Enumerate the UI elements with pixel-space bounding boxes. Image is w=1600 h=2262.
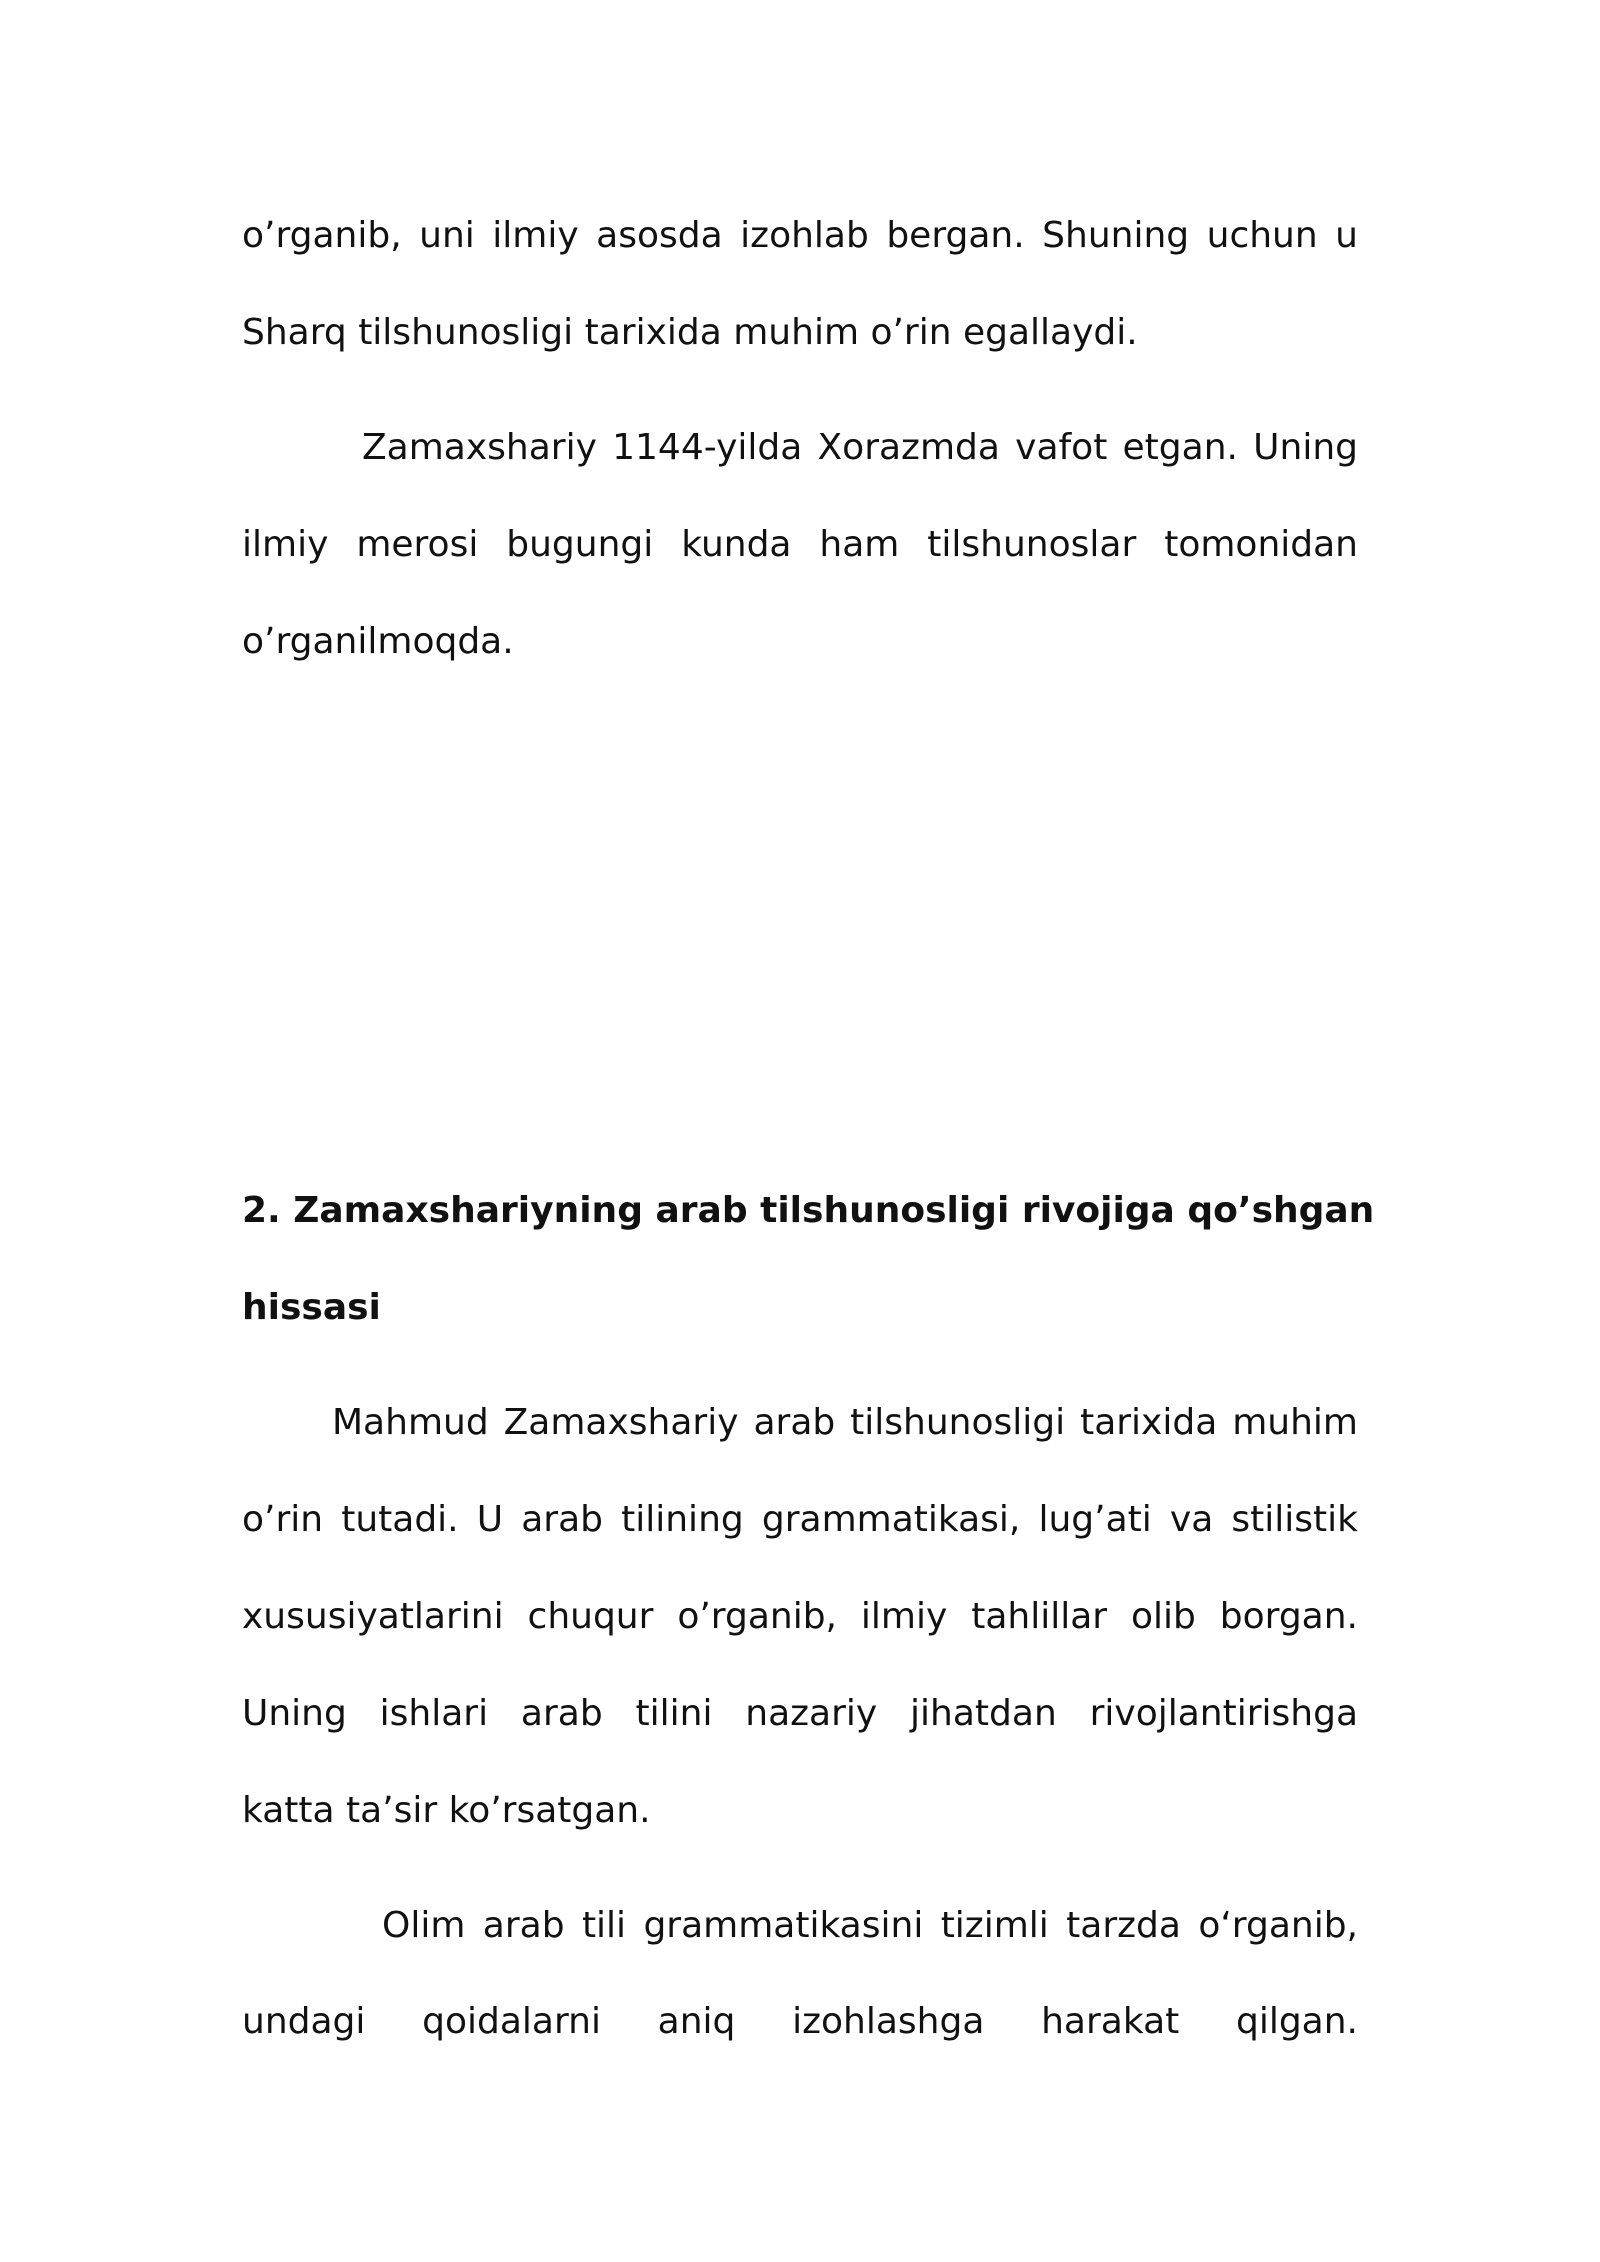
paragraph-1-line-1: o’rganib, uni ilmiy asosda izohlab bergan. Shuning uchun u [242, 215, 1358, 256]
paragraph-3-line-3: xususiyatlarini chuqur o’rganib, ilmiy tahlillar olib borgan. [242, 1596, 1358, 1637]
section-heading-line-1: 2. Zamaxshariyning arab tilshunosligi rivojiga qo’shgan [242, 1190, 1375, 1231]
paragraph-2-line-1: Zamaxshariy 1144-yilda Xorazmda vafot etgan. Uning [362, 427, 1358, 468]
paragraph-2-line-2: ilmiy merosi bugungi kunda ham tilshunoslar tomonidan [242, 524, 1358, 565]
section-heading-line-2: hissasi [242, 1287, 381, 1328]
paragraph-2-line-3: o’rganilmoqda. [242, 621, 514, 662]
paragraph-4-line-2: undagi qoidalarni aniq izohlashga harakat qilgan. [242, 2001, 1358, 2042]
paragraph-3-line-1: Mahmud Zamaxshariy arab tilshunosligi tarixida muhim [332, 1402, 1358, 1443]
paragraph-3-line-4: Uning ishlari arab tilini nazariy jihatdan rivojlantirishga [242, 1693, 1358, 1734]
paragraph-3-line-2: o’rin tutadi. U arab tilining grammatikasi, lug’ati va stilistik [242, 1499, 1358, 1540]
paragraph-1-line-2: Sharq tilshunosligi tarixida muhim o’rin egallaydi. [242, 312, 1138, 353]
paragraph-4-line-1: Olim arab tili grammatikasini tizimli tarzda o‘rganib, [382, 1905, 1358, 1946]
paragraph-3-line-5: katta ta’sir ko’rsatgan. [242, 1790, 651, 1831]
